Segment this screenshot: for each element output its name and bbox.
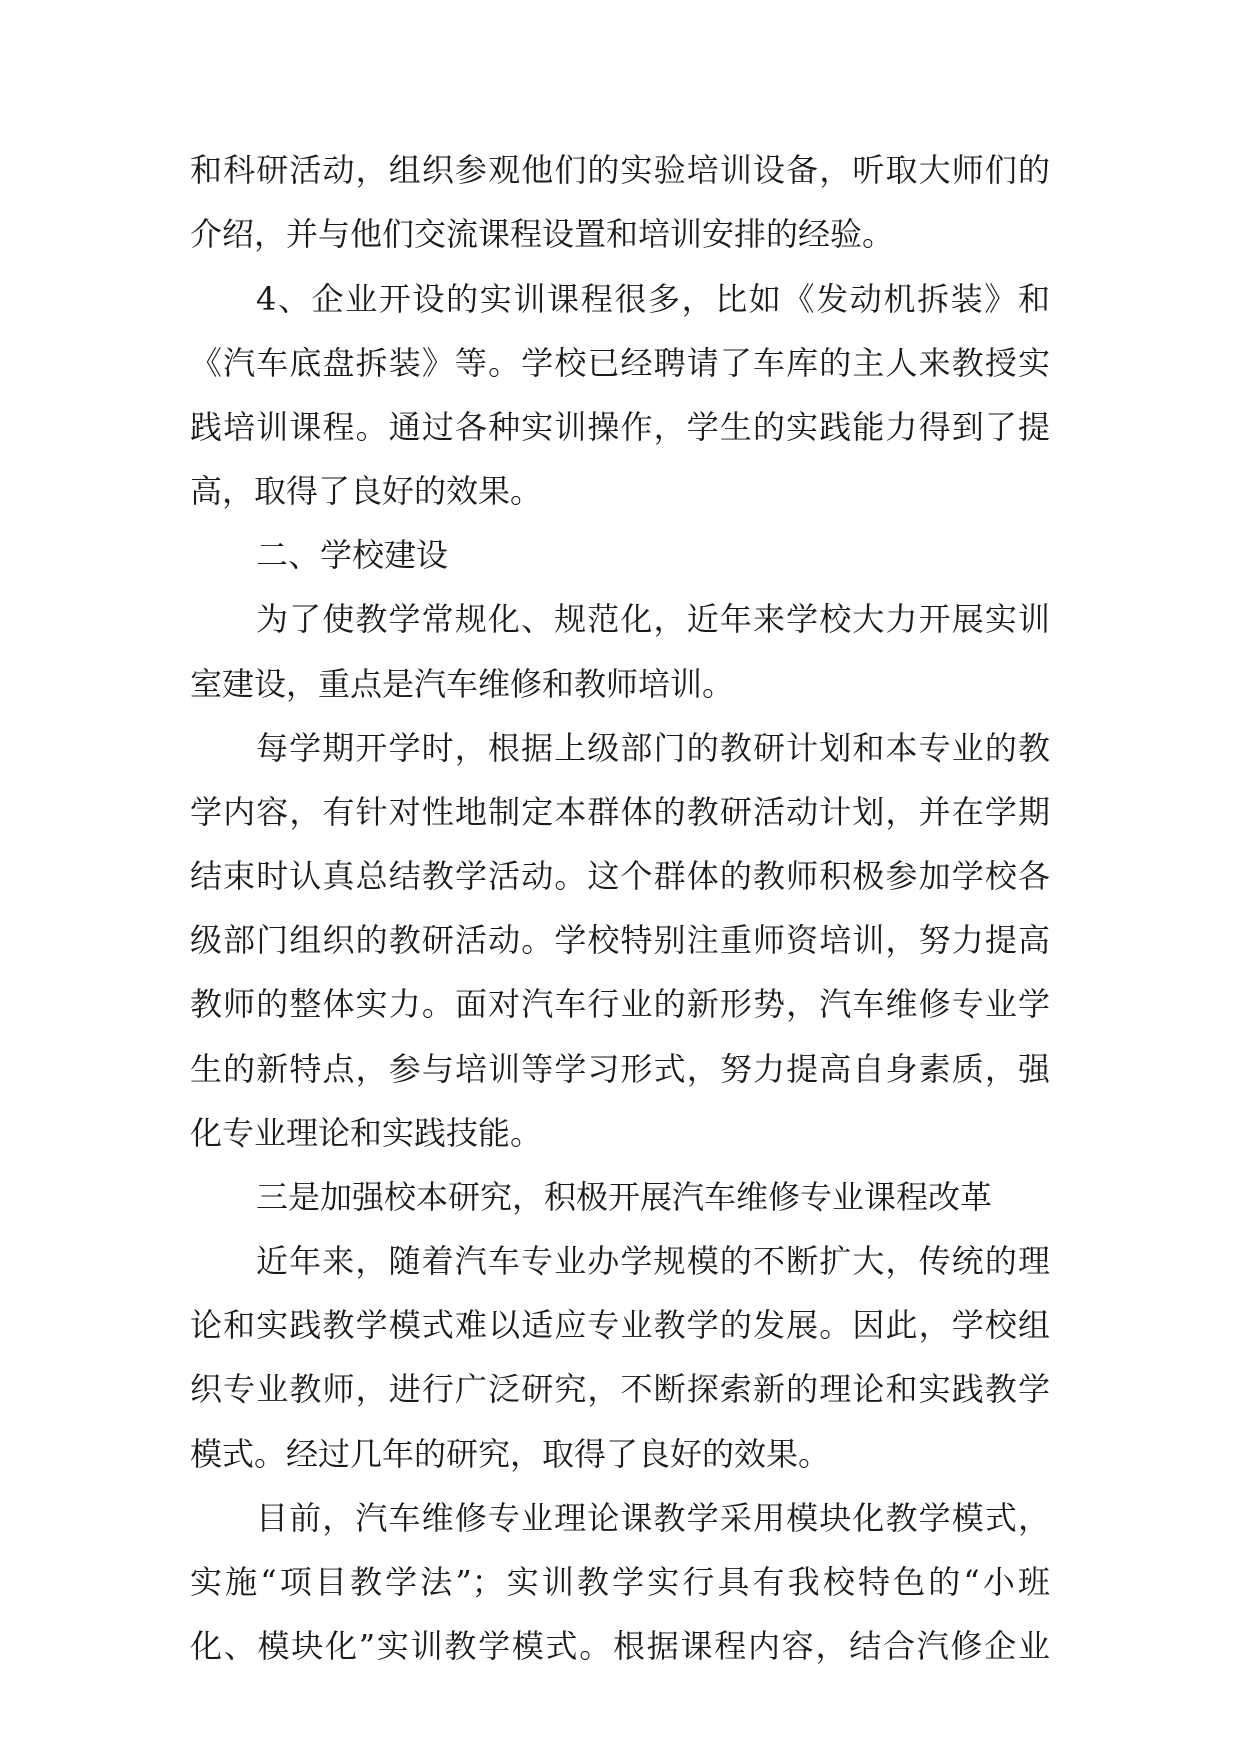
text-line: 实施“项目教学法”；实训教学实行具有我校特色的“小班 xyxy=(190,1563,1050,1601)
text-line: 《汽车底盘拆装》等。学校已经聘请了车库的主人来教授实 xyxy=(190,344,1050,382)
text-line: 为了使教学常规化、规范化，近年来学校大力开展实训 xyxy=(256,600,1050,638)
text-line: 4、企业开设的实训课程很多，比如《发动机拆装》和 xyxy=(256,280,1050,318)
text-line: 织专业教师，进行广泛研究，不断探索新的理论和实践教学 xyxy=(190,1370,1050,1408)
text-line: 介绍，并与他们交流课程设置和培训安排的经验。 xyxy=(190,215,895,253)
text-line: 高，取得了良好的效果。 xyxy=(190,472,543,510)
text-line: 近年来，随着汽车专业办学规模的不断扩大，传统的理 xyxy=(256,1242,1050,1280)
text-line: 教师的整体实力。面对汽车行业的新形势，汽车维修专业学 xyxy=(190,985,1050,1023)
text-line: 级部门组织的教研活动。学校特别注重师资培训，努力提高 xyxy=(190,921,1050,959)
section-heading: 三是加强校本研究，积极开展汽车维修专业课程改革 xyxy=(256,1178,993,1216)
text-line: 每学期开学时，根据上级部门的教研计划和本专业的教 xyxy=(256,729,1050,767)
text-line: 室建设，重点是汽车维修和教师培训。 xyxy=(190,665,735,703)
text-line: 生的新特点，参与培训等学习形式，努力提高自身素质，强 xyxy=(190,1050,1050,1088)
section-heading: 二、学校建设 xyxy=(256,536,449,574)
text-line: 结束时认真总结教学活动。这个群体的教师积极参加学校各 xyxy=(190,857,1050,895)
text-line: 模式。经过几年的研究，取得了良好的效果。 xyxy=(190,1435,831,1473)
text-line: 目前，汽车维修专业理论课教学采用模块化教学模式， xyxy=(256,1499,1050,1537)
text-line: 和科研活动，组织参观他们的实验培训设备，听取大师们的 xyxy=(190,151,1050,189)
text-line: 论和实践教学模式难以适应专业教学的发展。因此，学校组 xyxy=(190,1306,1050,1344)
text-line: 践培训课程。通过各种实训操作，学生的实践能力得到了提 xyxy=(190,408,1050,446)
text-line: 学内容，有针对性地制定本群体的教研活动计划，并在学期 xyxy=(190,793,1050,831)
text-line: 化专业理论和实践技能。 xyxy=(190,1114,543,1152)
text-line: 化、模块化”实训教学模式。根据课程内容，结合汽修企业 xyxy=(190,1627,1050,1665)
